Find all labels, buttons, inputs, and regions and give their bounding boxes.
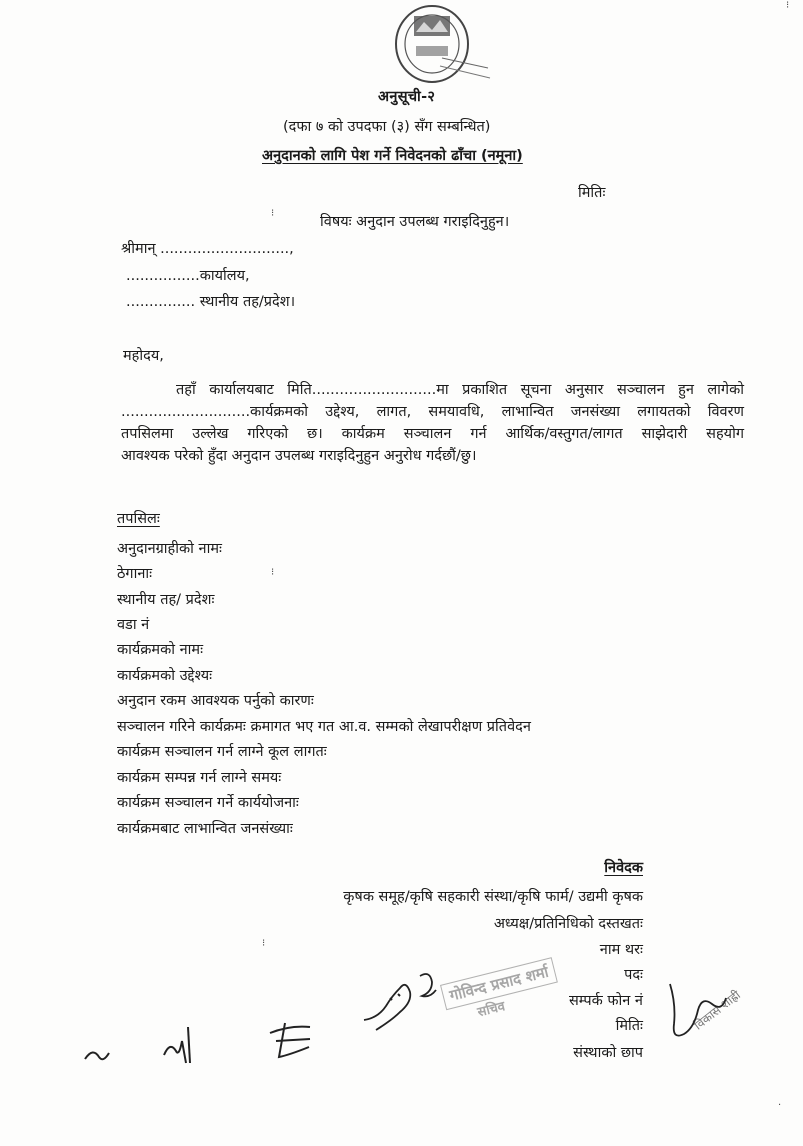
applicant-phone-label: सम्पर्क फोन नं (568, 993, 643, 1009)
date-label-top: मितिः (578, 185, 606, 201)
body-line: तपसिलमा उल्लेख गरिएको छ। कार्यक्रम सञ्चालन गर्न आर्थिक/वस्तुगत/लागत साझेदारी सहयोग (121, 426, 744, 442)
body-line: ............................कार्यक्रमको उद्देश्य, लागत, समयावधि, लाभान्वित जनसंख्या लगायतको विवरण (121, 404, 744, 420)
field-total-cost: कार्यक्रम सञ्चालन गर्न लाग्ने कूल लागतः (117, 744, 327, 760)
officer-stamp-name: गोविन्द प्रसाद शर्मा (440, 957, 558, 1010)
address-line-3: ............... स्थानीय तह/प्रदेश। (126, 294, 296, 310)
scan-mark: · (778, 1100, 782, 1111)
applicant-name-label: नाम थरः (599, 942, 643, 958)
right-stamp: विकास शाह्री (691, 987, 744, 1033)
scan-mark: ⁝ (786, 0, 790, 11)
field-ward-no: वडा नं (117, 617, 150, 633)
applicant-date-label: मितिः (615, 1018, 643, 1034)
officer-stamp-title: सचिव (476, 999, 507, 1021)
field-completion-time: कार्यक्रम सम्पन्न गर्न लाग्ने समयः (117, 770, 282, 786)
form-title: अनुदानको लागि पेश गर्ने निवेदनको ढाँचा (नमूना) (262, 148, 523, 164)
field-program-objective: कार्यक्रमको उद्देश्यः (117, 668, 213, 684)
government-seal (392, 2, 494, 88)
clause-reference: (दफा ७ को उपदफा (३) सँग सम्बन्धित) (283, 119, 491, 135)
scan-mark: ⁝ (271, 208, 275, 219)
applicant-heading: निवेदक (604, 860, 643, 876)
field-local-level: स्थानीय तह/ प्रदेशः (117, 592, 215, 608)
body-paragraph (121, 379, 744, 467)
handwritten-signatures-left (80, 1015, 340, 1075)
details-heading: तपसिलः (117, 511, 160, 527)
applicant-stamp-label: संस्थाको छाप (573, 1045, 643, 1061)
scan-mark: ⁝ (271, 567, 275, 578)
applicant-post-label: पदः (624, 967, 643, 983)
body-line: आवश्यक परेको हुँदा अनुदान उपलब्ध गराइदिनुहुन अनुरोध गर्दछौं/छु। (121, 448, 477, 464)
subject-line: विषयः अनुदान उपलब्ध गराइदिनुहुन। (320, 214, 510, 230)
field-audit-report: सञ्चालन गरिने कार्यक्रमः क्रमागत भए गत आ.व. सम्मको लेखापरीक्षण प्रतिवेदन (117, 719, 531, 735)
field-action-plan: कार्यक्रम सञ्चालन गर्ने कार्ययोजनाः (117, 795, 299, 811)
field-grant-reason: अनुदान रकम आवश्यक पर्नुको कारणः (117, 693, 314, 709)
field-beneficiary-population: कार्यक्रमबाट लाभान्वित जनसंख्याः (117, 821, 293, 837)
field-program-name: कार्यक्रमको नामः (117, 642, 204, 658)
salutation: महोदय, (123, 348, 164, 364)
applicant-org-type: कृषक समूह/कृषि सहकारी संस्था/कृषि फार्म/ उद्यमी कृषक (343, 889, 643, 905)
handwritten-signature-middle (360, 968, 470, 1038)
body-line: तहाँ कार्यालयबाट मिति...........................मा प्रकाशित सूचना अनुसार सञ्चालन हुन लागेको (176, 382, 744, 398)
address-line-2: ................कार्यालय, (126, 268, 250, 284)
annex-label: अनुसूची-२ (378, 89, 436, 105)
field-address: ठेगानाः (117, 566, 153, 582)
address-line-1: श्रीमान् ............................, (121, 241, 294, 257)
field-beneficiary-name: अनुदानग्राहीको नामः (117, 541, 222, 557)
scan-mark: ⁝ (262, 938, 266, 949)
applicant-signature-label: अध्यक्ष/प्रतिनिधिको दस्तखतः (493, 916, 643, 932)
handwritten-signature-right (660, 976, 740, 1056)
